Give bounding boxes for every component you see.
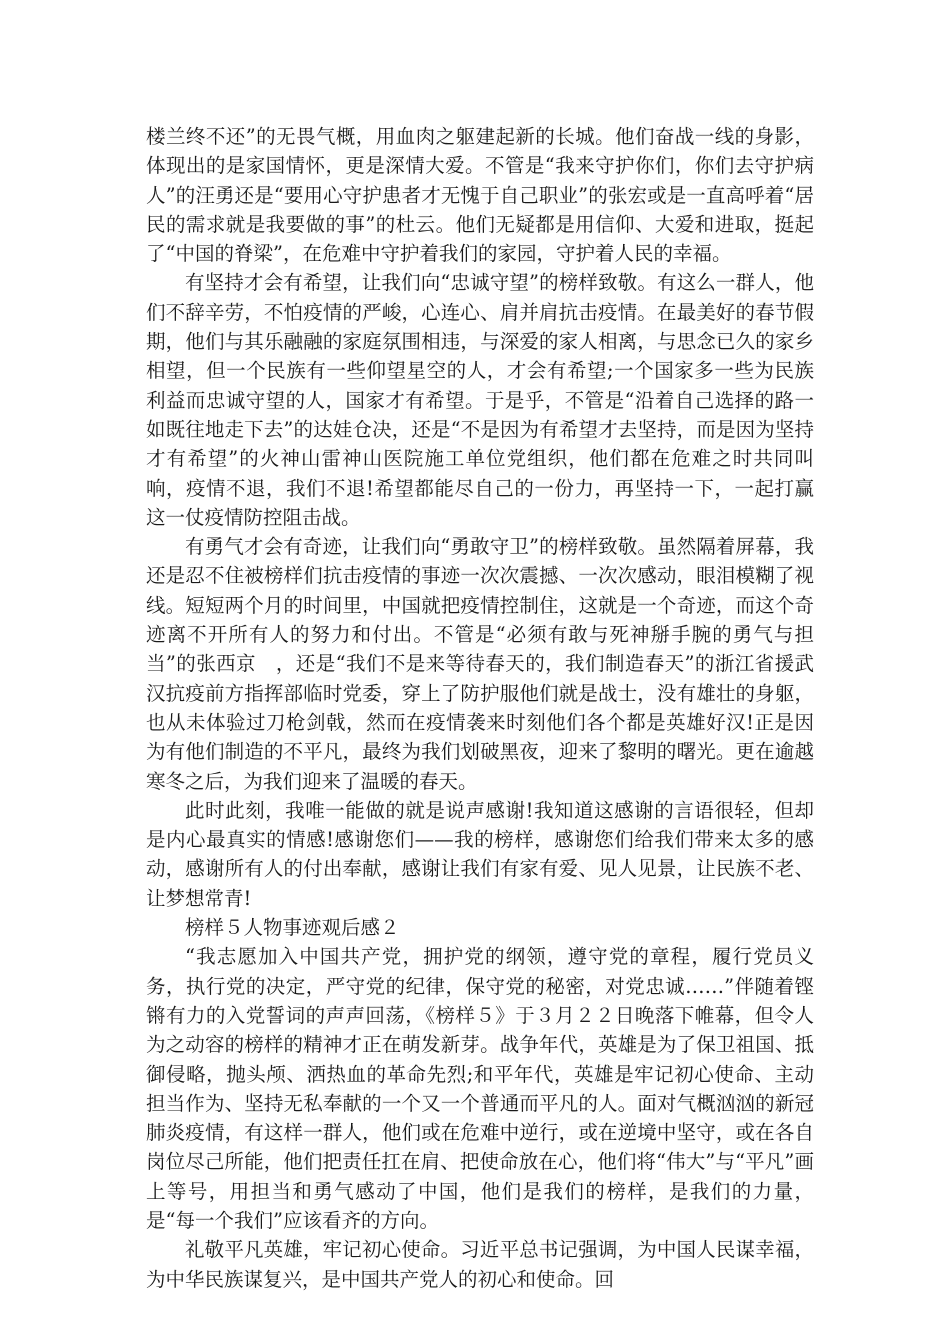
document-page — [146, 122, 814, 1294]
paragraph-brave-guard: 有勇气才会有奇迹，让我们向“勇敢守卫”的榜样致敬。虽然隔着屏幕，我还是忍不住被榜样们抗击疫情的事迹一次次震撼、一次次感动，眼泪模糊了视线。短短两个月的时间里，中国就把疫情控制住，这就是一个奇迹，而这个奇迹离不开所有人的努力和付出。不管是“必须有敢与死神掰手腕的勇气与担当”的张西京 ，还是“我们不是来等待春天的，我们制造春天”的浙江省援武汉抗疫前方指挥部临时党委，穿上了防护服他们就是战士，没有雄壮的身躯，也从未体验过刀枪剑戟，然而在疫情袭来时刻他们各个都是英雄好汉!正是因为有他们制造的不平凡，最终为我们划破黑夜，迎来了黎明的曙光。更在逾越寒冬之后，为我们迎来了温暖的春天。 — [146, 535, 814, 793]
paragraph-continuation: 楼兰终不还”的无畏气概，用血肉之躯建起新的长城。他们奋战一线的身影，体现出的是家国情怀，更是深情大爱。不管是“我来守护你们，你们去守护病人”的汪勇还是“要用心守护患者才无愧于自己职业”的张宏或是一直高呼着“居民的需求就是我要做的事”的杜云。他们无疑都是用信仰、大爱和进取，挺起了“中国的脊梁”，在危难中守护着我们的家园，守护着人民的幸福。 — [146, 125, 814, 266]
paragraph-oath: “我志愿加入中国共产党，拥护党的纲领，遵守党的章程，履行党员义务，执行党的决定，严守党的纪律，保守党的秘密，对党忠诚……”伴随着铿锵有力的入党誓词的声声回荡，《榜样５》于３月２２日晚落下帷幕，但令人为之动容的榜样的精神才正在萌发新芽。战争年代，英雄是为了保卫祖国、抵御侵略，抛头颅、洒热血的革命先烈;和平年代，英雄是牢记初心使命、主动担当作为、坚持无私奉献的一个又一个普通而平凡的人。面对气概汹汹的新冠肺炎疫情，有这样一群人，他们或在危难中逆行，或在逆境中坚守，或在各自岗位尽己所能，他们把责任扛在肩、把使命放在心，他们将“伟大”与“平凡”画上等号，用担当和勇气感动了中国，他们是我们的榜样，是我们的力量，是“每一个我们”应该看齐的方向。 — [146, 945, 814, 1232]
paragraph-salute: 礼敬平凡英雄，牢记初心使命。习近平总书记强调，为中国人民谋幸福，为中华民族谋复兴，是中国共产党人的初心和使命。回 — [146, 1238, 814, 1291]
paragraph-loyal-watch: 有坚持才会有希望，让我们向“忠诚守望”的榜样致敬。有这么一群人，他们不辞辛劳，不怕疫情的严峻，心连心、肩并肩抗击疫情。在最美好的春节假期，他们与其乐融融的家庭氛围相违，与深爱的家人相离，与思念已久的家乡相望，但一个民族有一些仰望星空的人，才会有希望;一个国家多一些为民族利益而忠诚守望的人，国家才有希望。于是乎，不管是“沿着自己选择的路一如既往地走下去”的达娃仓决，还是“不是因为有希望才去坚持，而是因为坚持才有希望”的火神山雷神山医院施工单位党组织，他们都在危难之时共同叫响，疫情不退，我们不退!希望都能尽自己的一份力，再坚持一下，一起打赢这一仗疫情防控阻击战。 — [146, 271, 814, 529]
paragraph-gratitude: 此时此刻，我唯一能做的就是说声感谢!我知道这感谢的言语很轻，但却是内心最真实的情感!感谢您们——我的榜样，感谢您们给我们带来太多的感动，感谢所有人的付出奉献，感谢让我们有家有爱、见人见景，让民族不老、让梦想常青! — [146, 798, 814, 910]
section-heading: 榜样５人物事迹观后感２ — [185, 916, 400, 940]
